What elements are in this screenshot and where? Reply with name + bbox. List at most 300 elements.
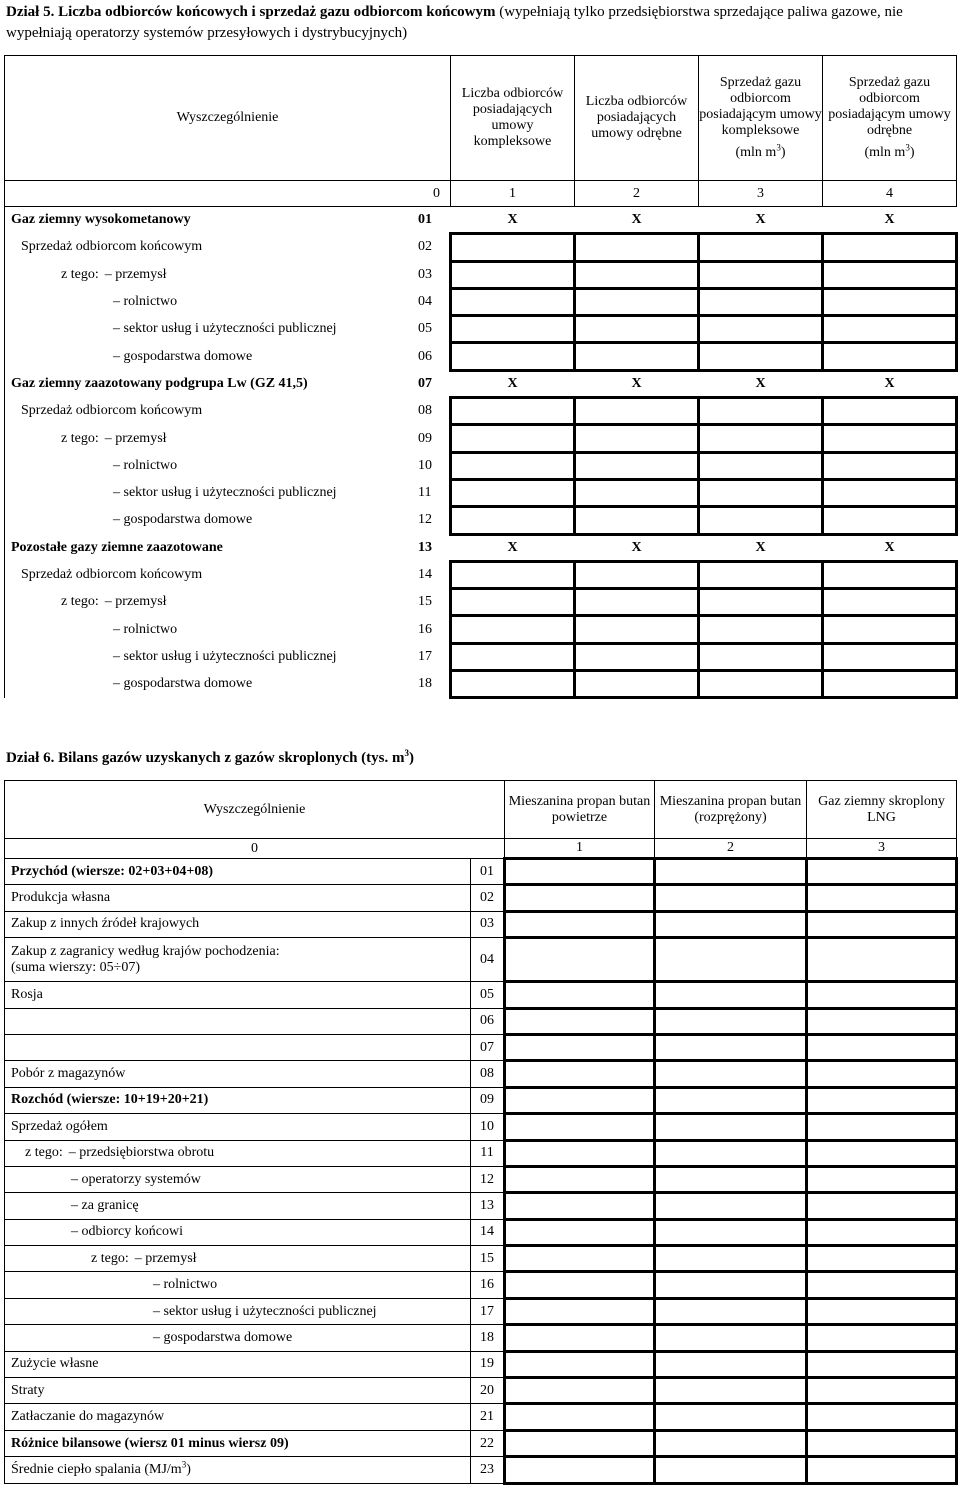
value-cell[interactable] bbox=[807, 1219, 957, 1245]
value-cell[interactable] bbox=[451, 398, 575, 425]
row-label bbox=[5, 1166, 471, 1192]
value-cell[interactable] bbox=[823, 234, 957, 261]
value-cell[interactable] bbox=[451, 288, 575, 315]
value-cell[interactable] bbox=[451, 343, 575, 370]
value-cell[interactable] bbox=[699, 452, 823, 479]
value-cell[interactable] bbox=[699, 261, 823, 288]
table-row bbox=[5, 1193, 957, 1219]
table-row bbox=[5, 1219, 957, 1245]
section6-header-row bbox=[5, 781, 957, 839]
value-cell[interactable] bbox=[451, 643, 575, 670]
row-number: 09 bbox=[418, 430, 432, 446]
row-label bbox=[5, 1246, 471, 1272]
value-cell[interactable] bbox=[505, 1034, 655, 1060]
table-row bbox=[5, 616, 957, 643]
section5-header-row bbox=[5, 56, 957, 181]
value-cell[interactable] bbox=[575, 507, 699, 534]
row-number: 15 bbox=[418, 594, 432, 610]
row-label-text: Sprzedaż odbiorcom końcowym bbox=[21, 403, 203, 419]
row-label-text: – rolnictwo bbox=[113, 294, 177, 309]
row-label bbox=[5, 398, 451, 425]
row-label bbox=[5, 938, 471, 982]
row-label-text: – sektor usług i użyteczności publicznej bbox=[113, 321, 337, 336]
row-label bbox=[5, 671, 451, 698]
row-number: 08 bbox=[418, 403, 432, 419]
value-cell[interactable] bbox=[505, 1246, 655, 1272]
value-cell[interactable] bbox=[451, 234, 575, 261]
value-cell[interactable] bbox=[655, 1272, 807, 1298]
row-label-text: Zużycie własne bbox=[11, 1356, 99, 1372]
table-row bbox=[5, 316, 957, 343]
value-cell[interactable] bbox=[823, 261, 957, 288]
value-cell[interactable] bbox=[807, 1061, 957, 1087]
section5-table bbox=[4, 55, 958, 699]
value-cell[interactable] bbox=[655, 982, 807, 1008]
value-cell[interactable] bbox=[575, 234, 699, 261]
row-label-text: Rozchód (wiersze: 10+19+20+21) bbox=[11, 1092, 209, 1108]
value-cell[interactable] bbox=[823, 507, 957, 534]
value-cell[interactable] bbox=[655, 1325, 807, 1351]
row-number: 23 bbox=[471, 1457, 505, 1483]
value-cell[interactable] bbox=[699, 561, 823, 588]
value-cell[interactable] bbox=[699, 425, 823, 452]
row-label-text: – rolnictwo bbox=[113, 622, 177, 637]
row-number: 14 bbox=[418, 567, 432, 582]
row-number: 10 bbox=[471, 1114, 505, 1140]
value-cell[interactable] bbox=[807, 1087, 957, 1113]
row-label bbox=[5, 1193, 471, 1219]
section5-colnum-4: 4 bbox=[823, 181, 957, 207]
value-cell[interactable] bbox=[823, 343, 957, 370]
value-cell[interactable] bbox=[505, 1325, 655, 1351]
table-row bbox=[5, 288, 957, 315]
row-label bbox=[5, 643, 451, 670]
row-label bbox=[5, 1404, 471, 1430]
value-cell[interactable] bbox=[655, 1430, 807, 1456]
row-label-text-2: (suma wierszy: 05÷07) bbox=[11, 959, 140, 975]
section5-header-col4-unit bbox=[823, 142, 956, 161]
row-label bbox=[5, 234, 451, 261]
value-cell[interactable] bbox=[451, 507, 575, 534]
unit-text: (mln m bbox=[735, 145, 777, 160]
row-label bbox=[5, 885, 471, 911]
value-cell[interactable] bbox=[505, 1298, 655, 1324]
value-cell[interactable] bbox=[807, 1351, 957, 1377]
value-cell[interactable] bbox=[807, 1298, 957, 1324]
row-number: 21 bbox=[471, 1404, 505, 1430]
value-cell[interactable] bbox=[655, 911, 807, 937]
value-cell[interactable] bbox=[655, 1219, 807, 1245]
row-label-text: – odbiorcy końcowi bbox=[71, 1224, 183, 1239]
row-label-text: – przemysł bbox=[135, 1251, 197, 1266]
row-number: 11 bbox=[471, 1140, 505, 1166]
section5-header-col4 bbox=[823, 56, 957, 181]
row-label bbox=[5, 1034, 471, 1060]
row-label bbox=[5, 1325, 471, 1351]
row-label bbox=[5, 1457, 471, 1483]
value-cell[interactable] bbox=[823, 452, 957, 479]
row-prefix: z tego: bbox=[61, 266, 99, 282]
row-label-text: – rolnictwo bbox=[113, 458, 177, 473]
value-cell[interactable] bbox=[807, 1114, 957, 1140]
x-mark: X bbox=[507, 539, 518, 555]
section6-table bbox=[4, 780, 958, 1485]
value-cell[interactable] bbox=[823, 398, 957, 425]
value-cell[interactable] bbox=[655, 1378, 807, 1404]
row-label-text: Pobór z magazynów bbox=[11, 1066, 126, 1082]
row-number: 02 bbox=[418, 239, 432, 255]
row-number: 04 bbox=[418, 294, 432, 310]
value-cell[interactable] bbox=[575, 589, 699, 616]
value-cell[interactable] bbox=[505, 1193, 655, 1219]
row-number: 03 bbox=[418, 266, 432, 282]
value-cell[interactable] bbox=[655, 1298, 807, 1324]
table-row bbox=[5, 534, 957, 561]
value-cell[interactable] bbox=[451, 316, 575, 343]
section5-colnum-1: 1 bbox=[451, 181, 575, 207]
table-row bbox=[5, 479, 957, 506]
value-cell[interactable] bbox=[699, 507, 823, 534]
row-label bbox=[5, 911, 471, 937]
row-label-text: – przedsiębiorstwa obrotu bbox=[69, 1145, 214, 1160]
table-row bbox=[5, 1034, 957, 1060]
row-number: 01 bbox=[418, 212, 432, 228]
value-cell[interactable] bbox=[807, 911, 957, 937]
value-cell[interactable] bbox=[575, 343, 699, 370]
row-label bbox=[5, 316, 451, 343]
row-label bbox=[5, 1087, 471, 1113]
unit-sup: 3 bbox=[776, 142, 781, 153]
value-cell[interactable] bbox=[575, 671, 699, 698]
row-number: 06 bbox=[471, 1008, 505, 1034]
value-cell[interactable] bbox=[807, 1140, 957, 1166]
value-cell[interactable] bbox=[505, 1272, 655, 1298]
row-number: 17 bbox=[471, 1298, 505, 1324]
value-cell[interactable] bbox=[823, 643, 957, 670]
section5-header-col4-text: Sprzedaż gazu odbiorcom posiadającym umowy odrębne bbox=[828, 75, 951, 138]
section5-title-bold: Dział 5. Liczba odbiorców końcowych i sprzedaż gazu odbiorcom końcowym bbox=[6, 4, 496, 20]
value-cell[interactable] bbox=[505, 1351, 655, 1377]
row-label bbox=[5, 561, 451, 588]
table-row bbox=[5, 885, 957, 911]
value-cell[interactable] bbox=[451, 425, 575, 452]
table-row bbox=[5, 1378, 957, 1404]
table-row bbox=[5, 1457, 957, 1483]
section6-title-close: ) bbox=[409, 750, 414, 766]
section5-header-col2: Liczba odbiorców posiadających umowy odrębne bbox=[575, 56, 699, 181]
value-cell[interactable] bbox=[575, 316, 699, 343]
value-cell[interactable] bbox=[823, 316, 957, 343]
value-cell[interactable] bbox=[575, 616, 699, 643]
table-row bbox=[5, 207, 957, 234]
value-cell[interactable] bbox=[699, 643, 823, 670]
unit-close: ) bbox=[780, 145, 786, 160]
value-cell[interactable] bbox=[451, 561, 575, 588]
value-cell[interactable] bbox=[575, 261, 699, 288]
value-cell[interactable] bbox=[505, 938, 655, 982]
value-cell[interactable] bbox=[505, 911, 655, 937]
value-cell[interactable] bbox=[505, 859, 655, 885]
section5-header-col3-text: Sprzedaż gazu odbiorcom posiadającym umowy kompleksowe bbox=[699, 75, 822, 138]
row-label-text: – gospodarstwa domowe bbox=[113, 676, 252, 691]
table-row bbox=[5, 1351, 957, 1377]
value-cell[interactable] bbox=[823, 671, 957, 698]
row-number: 02 bbox=[471, 885, 505, 911]
value-cell[interactable] bbox=[807, 1008, 957, 1034]
row-label bbox=[5, 452, 451, 479]
value-cell[interactable] bbox=[505, 1114, 655, 1140]
row-label bbox=[5, 261, 451, 288]
table-row bbox=[5, 671, 957, 698]
section6-colnum-row bbox=[5, 839, 957, 859]
table-row bbox=[5, 1404, 957, 1430]
value-cell[interactable] bbox=[823, 479, 957, 506]
x-mark: X bbox=[631, 539, 642, 555]
value-cell[interactable] bbox=[451, 616, 575, 643]
value-cell[interactable] bbox=[505, 1061, 655, 1087]
section6-header-col3: Gaz ziemny skroplony LNG bbox=[807, 781, 957, 839]
value-cell[interactable] bbox=[655, 1114, 807, 1140]
row-number: 04 bbox=[471, 938, 505, 982]
row-number: 20 bbox=[471, 1378, 505, 1404]
table-row bbox=[5, 343, 957, 370]
row-number: 07 bbox=[418, 375, 432, 391]
x-mark: X bbox=[755, 375, 766, 391]
table-row bbox=[5, 589, 957, 616]
row-label-text: Straty bbox=[11, 1382, 45, 1398]
value-cell[interactable] bbox=[807, 1404, 957, 1430]
value-cell[interactable] bbox=[575, 288, 699, 315]
row-number: 16 bbox=[418, 621, 432, 637]
value-cell[interactable] bbox=[807, 885, 957, 911]
row-number: 12 bbox=[418, 512, 432, 528]
section5-header-col3 bbox=[699, 56, 823, 181]
section6-colnum-0: 0 bbox=[5, 839, 505, 859]
value-cell[interactable] bbox=[655, 1351, 807, 1377]
row-label bbox=[5, 1219, 471, 1245]
row-label bbox=[5, 1008, 471, 1034]
value-cell[interactable] bbox=[699, 616, 823, 643]
row-number: 06 bbox=[418, 348, 432, 364]
value-cell[interactable] bbox=[505, 1140, 655, 1166]
value-cell[interactable] bbox=[451, 479, 575, 506]
value-cell[interactable] bbox=[655, 1193, 807, 1219]
value-cell[interactable] bbox=[655, 859, 807, 885]
table-row bbox=[5, 1298, 957, 1324]
row-label-text: Przychód (wiersze: 02+03+04+08) bbox=[11, 863, 213, 879]
value-cell[interactable] bbox=[451, 589, 575, 616]
value-cell[interactable] bbox=[807, 1325, 957, 1351]
section6-colnum-1: 1 bbox=[505, 839, 655, 859]
value-cell[interactable] bbox=[505, 982, 655, 1008]
value-cell[interactable] bbox=[575, 479, 699, 506]
value-cell[interactable] bbox=[655, 1087, 807, 1113]
row-number: 10 bbox=[418, 457, 432, 473]
row-label bbox=[5, 370, 451, 397]
value-cell[interactable] bbox=[575, 561, 699, 588]
row-label-text: – gospodarstwa domowe bbox=[113, 512, 252, 527]
table-row bbox=[5, 1272, 957, 1298]
row-number: 01 bbox=[471, 859, 505, 885]
value-cell[interactable] bbox=[505, 1087, 655, 1113]
value-cell[interactable] bbox=[451, 452, 575, 479]
section5-colnum-3: 3 bbox=[699, 181, 823, 207]
row-label-text: Produkcja własna bbox=[11, 890, 111, 906]
row-label-text: Gaz ziemny zaazotowany podgrupa Lw (GZ 41,5) bbox=[11, 375, 308, 391]
table-row bbox=[5, 452, 957, 479]
unit-sup: 3 bbox=[905, 142, 910, 153]
row-label bbox=[5, 207, 451, 234]
table-row bbox=[5, 1114, 957, 1140]
table-row bbox=[5, 1325, 957, 1351]
value-cell[interactable] bbox=[505, 1457, 655, 1483]
row-number: 13 bbox=[471, 1193, 505, 1219]
section5-colnum-row bbox=[5, 181, 957, 207]
value-cell[interactable] bbox=[505, 1404, 655, 1430]
row-label-text: Sprzedaż odbiorcom końcowym bbox=[21, 239, 203, 255]
row-label bbox=[5, 1272, 471, 1298]
row-number: 17 bbox=[418, 648, 432, 664]
row-number: 14 bbox=[471, 1219, 505, 1245]
value-cell[interactable] bbox=[807, 1430, 957, 1456]
value-cell[interactable] bbox=[575, 643, 699, 670]
row-label bbox=[5, 1430, 471, 1456]
table-row bbox=[5, 911, 957, 937]
row-label bbox=[5, 343, 451, 370]
table-row bbox=[5, 561, 957, 588]
value-cell[interactable] bbox=[655, 1034, 807, 1060]
row-label bbox=[5, 589, 451, 616]
row-label-text: Rosja bbox=[11, 986, 43, 1002]
section5-header-col3-unit bbox=[699, 142, 822, 161]
row-label-text: Różnice bilansowe (wiersz 01 minus wiersz 09) bbox=[11, 1435, 289, 1451]
value-cell[interactable] bbox=[655, 1166, 807, 1192]
value-cell[interactable] bbox=[655, 1457, 807, 1483]
value-cell[interactable] bbox=[699, 316, 823, 343]
value-cell[interactable] bbox=[807, 1193, 957, 1219]
row-label bbox=[5, 507, 451, 534]
row-label-text: – przemysł bbox=[105, 594, 167, 609]
section6-colnum-2: 2 bbox=[655, 839, 807, 859]
row-number: 13 bbox=[418, 539, 432, 555]
value-cell[interactable] bbox=[807, 859, 957, 885]
value-cell[interactable] bbox=[807, 1378, 957, 1404]
row-label-close: ) bbox=[186, 1461, 191, 1477]
row-label-text: Zatłaczanie do magazynów bbox=[11, 1409, 165, 1425]
value-cell[interactable] bbox=[823, 616, 957, 643]
row-label-text: Średnie ciepło spalania (MJ/m bbox=[11, 1461, 182, 1477]
table-row bbox=[5, 425, 957, 452]
row-prefix: z tego: bbox=[91, 1250, 129, 1266]
section6-header-col2: Mieszanina propan butan (rozprężony) bbox=[655, 781, 807, 839]
section5-title-rest: (wypełniają tylko przedsiębiorstwa sprzedające paliwa gazowe, nie wypełniają operatorzy systemów przesyłowych i dystrybucyjnych) bbox=[6, 4, 903, 41]
value-cell[interactable] bbox=[699, 398, 823, 425]
table-row bbox=[5, 1008, 957, 1034]
value-cell[interactable] bbox=[655, 938, 807, 982]
table-row bbox=[5, 507, 957, 534]
value-cell[interactable] bbox=[823, 288, 957, 315]
value-cell[interactable] bbox=[699, 234, 823, 261]
table-row bbox=[5, 370, 957, 397]
value-cell[interactable] bbox=[655, 885, 807, 911]
value-cell[interactable] bbox=[823, 589, 957, 616]
value-cell[interactable] bbox=[655, 1246, 807, 1272]
value-cell[interactable] bbox=[451, 261, 575, 288]
table-row bbox=[5, 1061, 957, 1087]
x-mark: X bbox=[631, 211, 642, 227]
row-number: 19 bbox=[471, 1351, 505, 1377]
section6-title bbox=[6, 748, 954, 769]
section5-colnum-2: 2 bbox=[575, 181, 699, 207]
value-cell[interactable] bbox=[451, 671, 575, 698]
value-cell[interactable] bbox=[807, 1034, 957, 1060]
table-row bbox=[5, 1246, 957, 1272]
table-row bbox=[5, 938, 957, 982]
row-number: 12 bbox=[471, 1166, 505, 1192]
row-number: 03 bbox=[471, 911, 505, 937]
x-mark: X bbox=[631, 375, 642, 391]
value-cell[interactable] bbox=[699, 288, 823, 315]
row-label-text: Sprzedaż odbiorcom końcowym bbox=[21, 567, 203, 582]
value-cell[interactable] bbox=[575, 425, 699, 452]
value-cell[interactable] bbox=[823, 425, 957, 452]
value-cell[interactable] bbox=[505, 1219, 655, 1245]
value-cell[interactable] bbox=[505, 1008, 655, 1034]
table-row bbox=[5, 1166, 957, 1192]
value-cell[interactable] bbox=[655, 1061, 807, 1087]
row-label-text: – gospodarstwa domowe bbox=[153, 1330, 292, 1345]
value-cell[interactable] bbox=[505, 1166, 655, 1192]
section5-header-col1: Liczba odbiorców posiadających umowy kompleksowe bbox=[451, 56, 575, 181]
value-cell[interactable] bbox=[699, 343, 823, 370]
unit-text: (mln m bbox=[864, 145, 906, 160]
value-cell[interactable] bbox=[575, 452, 699, 479]
row-label bbox=[5, 1114, 471, 1140]
value-cell[interactable] bbox=[655, 1008, 807, 1034]
row-number: 08 bbox=[471, 1061, 505, 1087]
value-cell[interactable] bbox=[699, 479, 823, 506]
section6-body bbox=[5, 859, 957, 1484]
row-label-text: Zakup z zagranicy według krajów pochodzenia: bbox=[11, 943, 280, 959]
row-number: 22 bbox=[471, 1430, 505, 1456]
value-cell[interactable] bbox=[807, 1166, 957, 1192]
value-cell[interactable] bbox=[655, 1140, 807, 1166]
value-cell[interactable] bbox=[807, 938, 957, 982]
value-cell[interactable] bbox=[807, 1246, 957, 1272]
value-cell[interactable] bbox=[575, 398, 699, 425]
section5-body bbox=[5, 207, 957, 698]
row-prefix: z tego: bbox=[61, 594, 99, 610]
value-cell[interactable] bbox=[807, 982, 957, 1008]
value-cell[interactable] bbox=[655, 1404, 807, 1430]
value-cell[interactable] bbox=[505, 1430, 655, 1456]
value-cell[interactable] bbox=[807, 1457, 957, 1483]
value-cell[interactable] bbox=[505, 1378, 655, 1404]
row-number: 16 bbox=[471, 1272, 505, 1298]
row-label bbox=[5, 1298, 471, 1324]
value-cell[interactable] bbox=[505, 885, 655, 911]
row-label-text: – operatorzy systemów bbox=[71, 1172, 201, 1187]
row-number: 18 bbox=[418, 676, 432, 692]
value-cell[interactable] bbox=[823, 561, 957, 588]
row-label-text: Sprzedaż ogółem bbox=[11, 1118, 108, 1134]
section6-title-sup: 3 bbox=[404, 748, 409, 758]
row-label bbox=[5, 479, 451, 506]
value-cell[interactable] bbox=[699, 589, 823, 616]
row-label bbox=[5, 616, 451, 643]
value-cell[interactable] bbox=[807, 1272, 957, 1298]
value-cell[interactable] bbox=[699, 671, 823, 698]
